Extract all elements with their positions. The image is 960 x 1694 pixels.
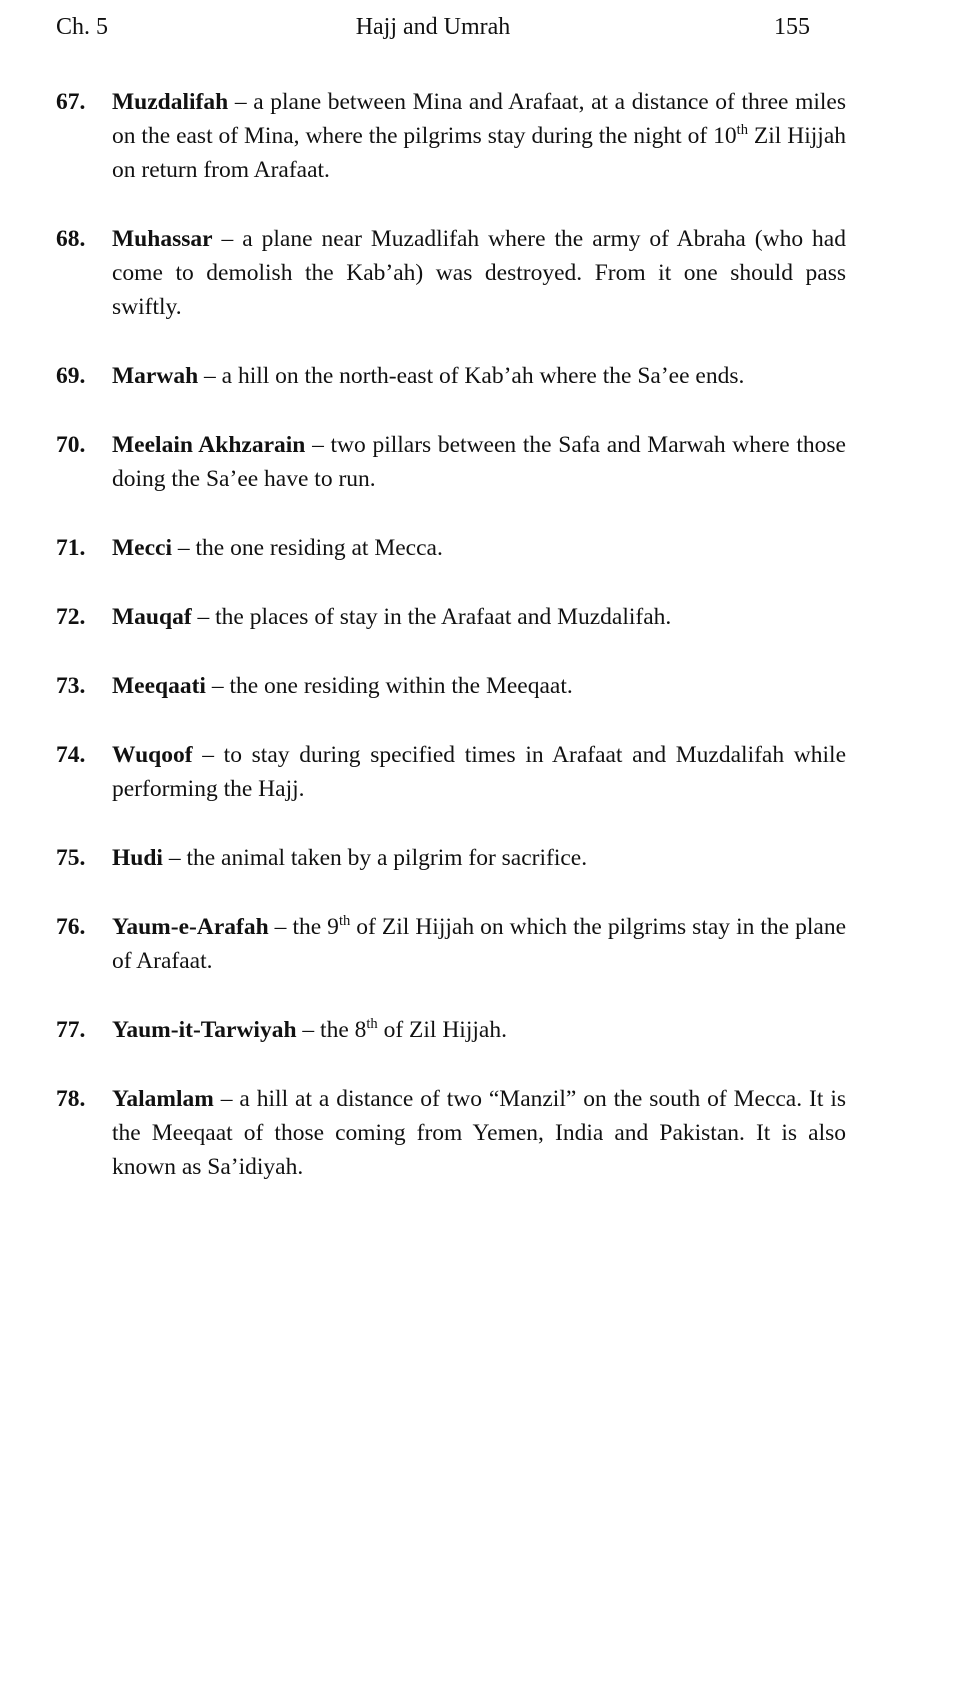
entry-term: Yaum-it-Tarwiyah bbox=[112, 1017, 297, 1043]
page-title: Hajj and Umrah bbox=[355, 14, 511, 40]
glossary-entry bbox=[56, 531, 846, 565]
entry-definition: – a hill at a distance of two “Manzil” on the south of Mecca. It is the Meeqaat of those coming from Yemen, India and Pakistan. It is also known as Sa’idiyah. bbox=[112, 1086, 846, 1180]
page-number: 155 bbox=[774, 14, 810, 40]
glossary-entry bbox=[56, 600, 846, 634]
entry-term: Meeqaati bbox=[112, 673, 206, 699]
entry-number: 75. bbox=[56, 845, 86, 871]
book-page bbox=[56, 14, 846, 1184]
chapter-label: Ch. 5 bbox=[56, 14, 109, 40]
glossary-entry bbox=[56, 428, 846, 496]
entry-definition: – the one residing within the Meeqaat. bbox=[205, 673, 573, 699]
entry-definition: – two pillars between the Safa and Marwah where those doing the Sa’ee have to run. bbox=[112, 432, 846, 492]
entry-definition: – the places of stay in the Arafaat and Muzdalifah. bbox=[191, 604, 672, 630]
glossary-entry bbox=[56, 359, 846, 393]
glossary-list bbox=[56, 85, 846, 1184]
entry-definition: – the 9th of Zil Hijjah on which the pilgrims stay in the plane of Arafaat. bbox=[112, 913, 846, 974]
entry-term: Meelain Akhzarain bbox=[112, 432, 306, 458]
entry-definition: – a hill on the north-east of Kab’ah where the Sa’ee ends. bbox=[198, 363, 745, 389]
entry-number: 73. bbox=[56, 673, 86, 699]
entry-term: Yaum-e-Arafah bbox=[112, 914, 269, 940]
entry-definition: – a plane between Mina and Arafaat, at a distance of three miles on the east of Mina, where the pilgrims stay during the night of 10th Zil Hijjah on return from Arafaat. bbox=[112, 89, 846, 183]
entry-number: 77. bbox=[56, 1017, 86, 1043]
entry-term: Muzdalifah bbox=[112, 89, 229, 115]
entry-term: Mauqaf bbox=[112, 604, 192, 630]
entry-term: Yalamlam bbox=[112, 1086, 214, 1112]
entry-number: 68. bbox=[56, 226, 86, 252]
glossary-entry bbox=[56, 1082, 846, 1184]
glossary-entry bbox=[56, 1013, 846, 1047]
ordinal-superscript: th bbox=[736, 122, 748, 139]
entry-definition: – the animal taken by a pilgrim for sacrifice. bbox=[162, 845, 588, 871]
entry-number: 74. bbox=[56, 742, 86, 768]
ordinal-superscript: th bbox=[338, 913, 351, 930]
entry-number: 67. bbox=[56, 89, 86, 115]
glossary-entry bbox=[56, 669, 846, 703]
entry-term: Hudi bbox=[112, 845, 163, 871]
entry-definition: – to stay during specified times in Arafaat and Muzdalifah while performing the Hajj. bbox=[112, 742, 846, 802]
entry-term: Mecci bbox=[112, 535, 173, 561]
entry-number: 76. bbox=[56, 914, 86, 940]
entry-number: 70. bbox=[56, 432, 86, 458]
glossary-entry bbox=[56, 85, 846, 187]
entry-definition: – a plane near Muzadlifah where the army of Abraha (who had come to demolish the Kab’ah) was destroyed. From it one should pass swiftly. bbox=[112, 226, 846, 320]
entry-definition: – the one residing at Mecca. bbox=[172, 535, 443, 561]
entry-term: Muhassar bbox=[112, 226, 213, 252]
entry-number: 72. bbox=[56, 604, 86, 630]
entry-definition: – the 8th of Zil Hijjah. bbox=[296, 1016, 507, 1043]
entry-number: 78. bbox=[56, 1086, 86, 1112]
glossary-entry bbox=[56, 738, 846, 806]
glossary-entry bbox=[56, 841, 846, 875]
glossary-entry bbox=[56, 910, 846, 978]
entry-number: 71. bbox=[56, 535, 86, 561]
ordinal-superscript: th bbox=[366, 1016, 378, 1033]
entry-number: 69. bbox=[56, 363, 86, 389]
entry-term: Wuqoof bbox=[112, 742, 193, 768]
glossary-entry bbox=[56, 222, 846, 324]
page-header bbox=[56, 14, 846, 41]
entry-term: Marwah bbox=[112, 363, 199, 389]
